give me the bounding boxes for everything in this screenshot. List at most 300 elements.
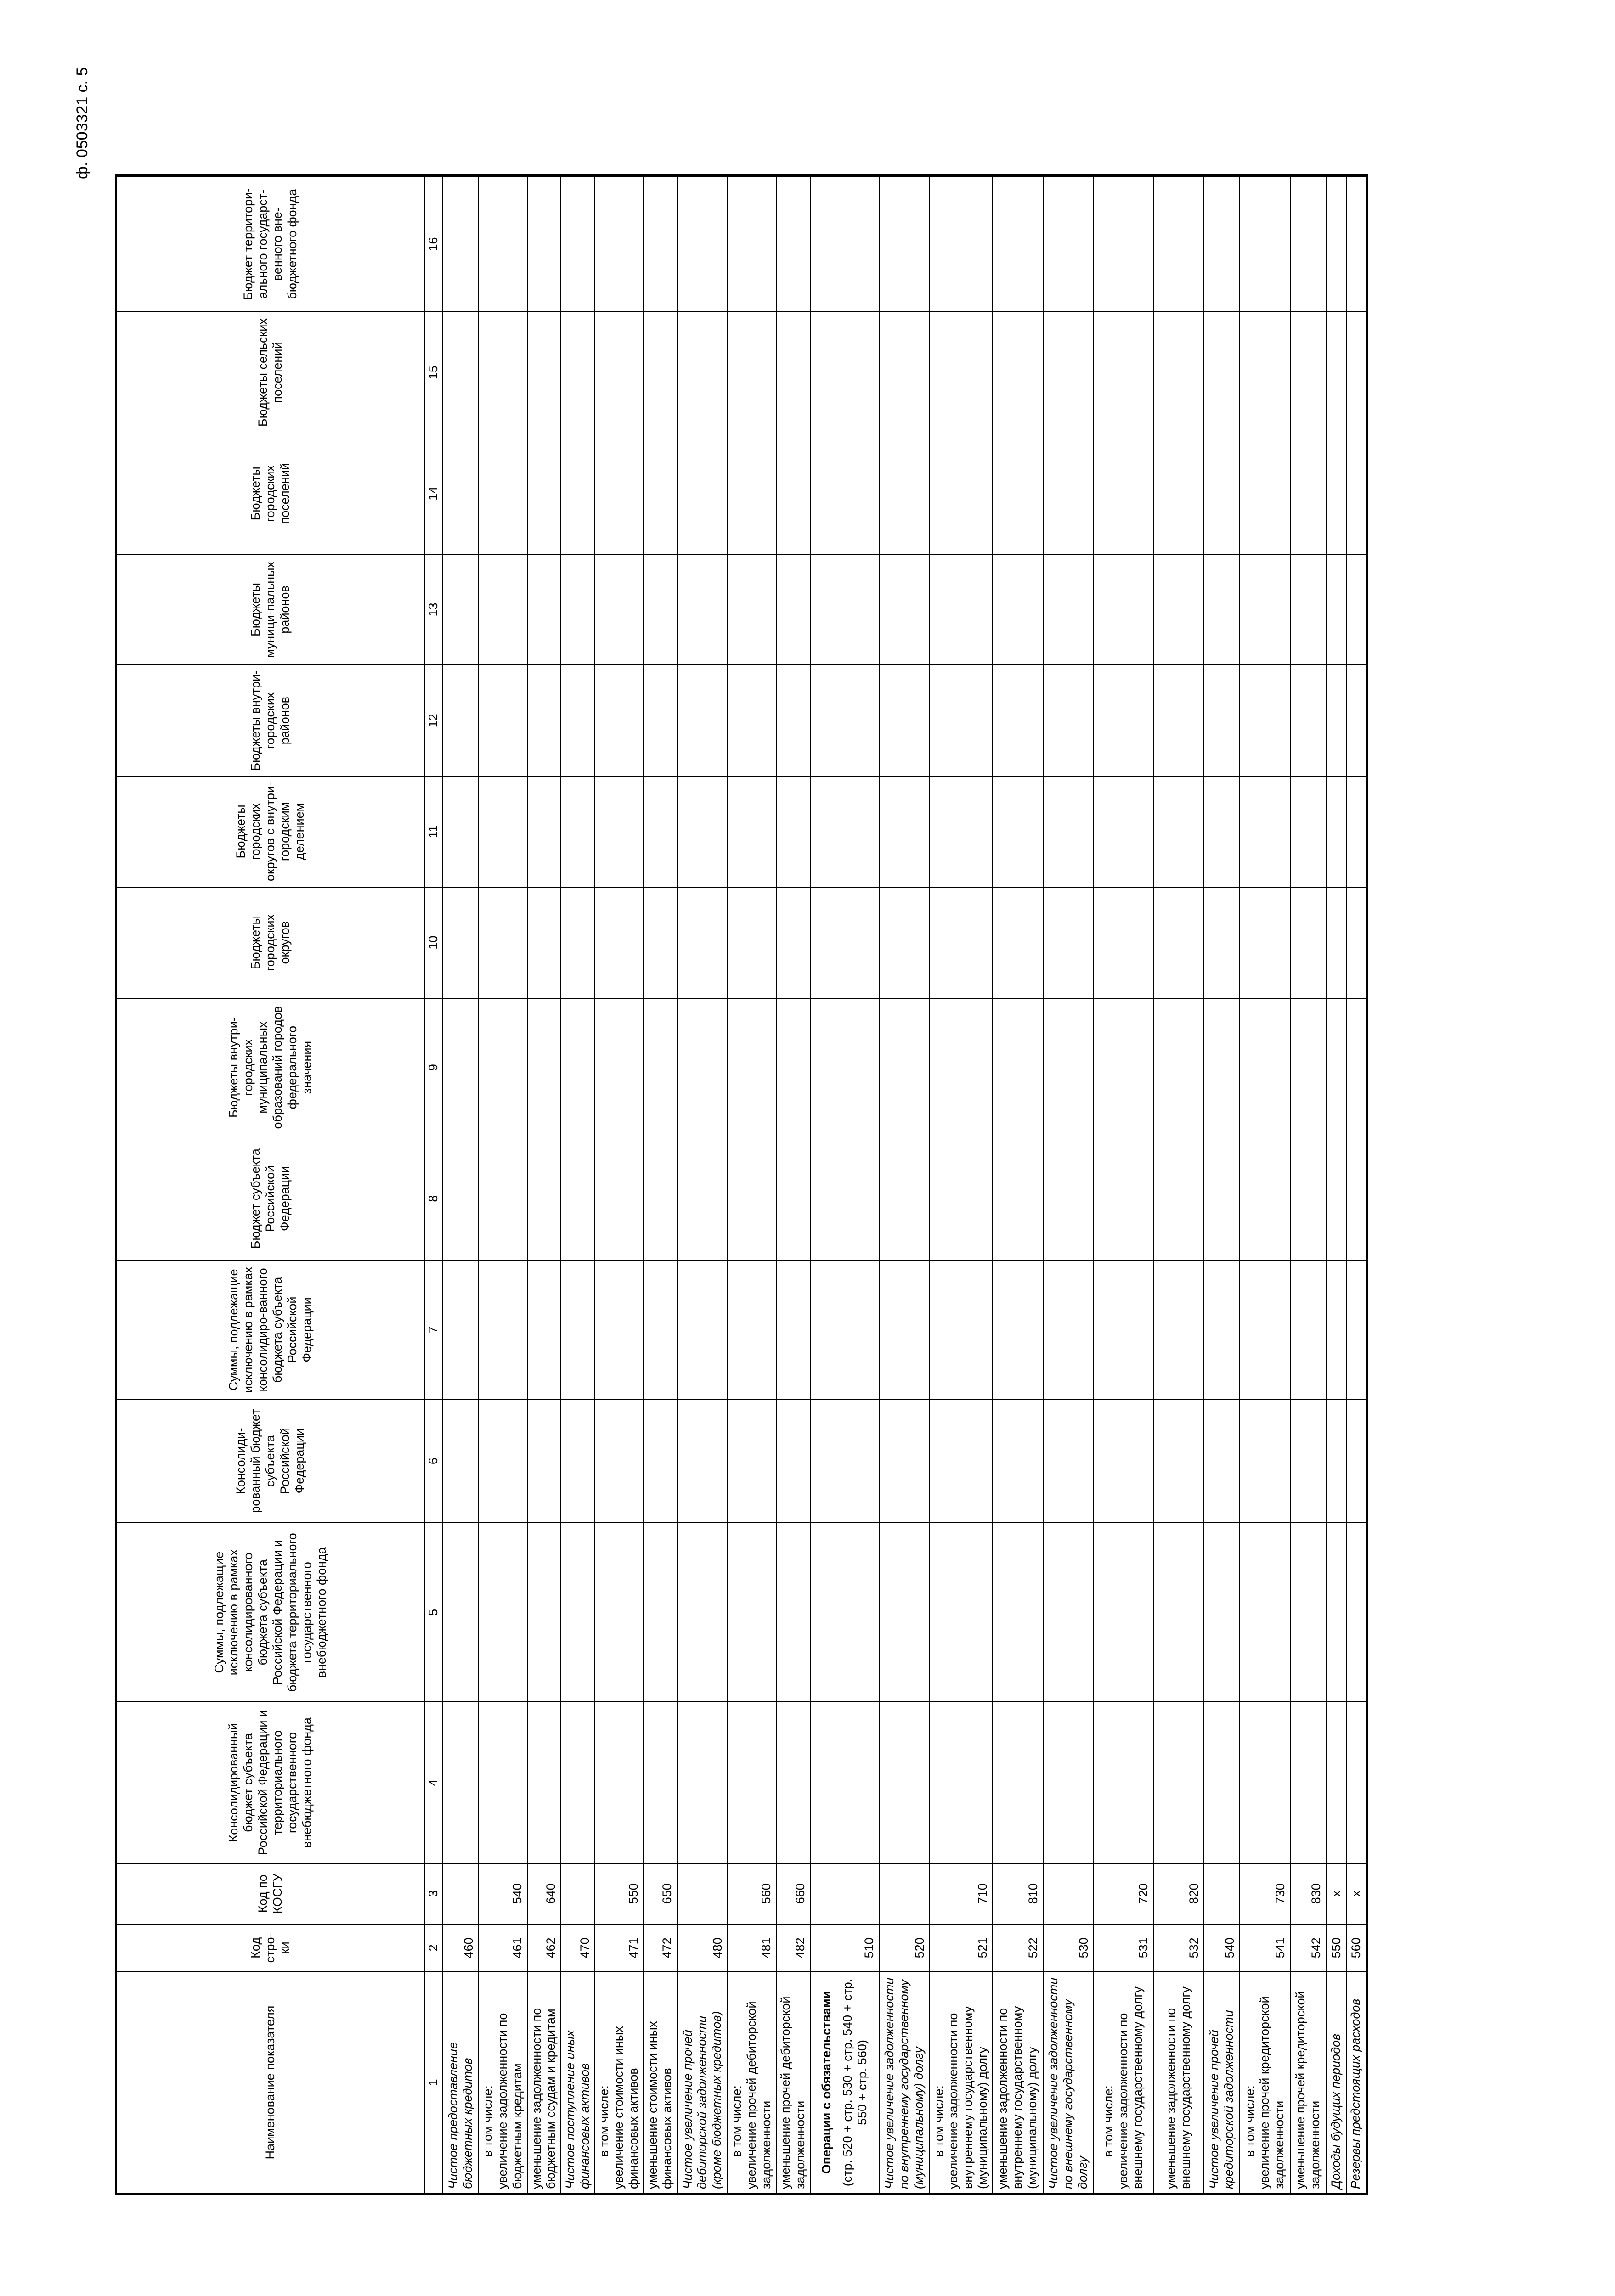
value-cell-col-6[interactable] bbox=[810, 1399, 879, 1523]
value-cell-col-16[interactable] bbox=[930, 176, 993, 312]
value-cell-col-11[interactable] bbox=[479, 776, 527, 887]
value-cell-col-15[interactable] bbox=[879, 312, 930, 433]
value-cell-col-5[interactable] bbox=[527, 1523, 561, 1702]
value-cell-col-15[interactable] bbox=[1326, 312, 1346, 433]
value-cell-col-6[interactable] bbox=[1326, 1399, 1346, 1523]
value-cell-col-6[interactable] bbox=[1153, 1399, 1204, 1523]
table-row bbox=[1326, 176, 1346, 2194]
value-cell-col-12[interactable] bbox=[1326, 665, 1346, 776]
value-cell-col-4[interactable] bbox=[527, 1702, 561, 1863]
value-cell-col-9[interactable] bbox=[776, 998, 810, 1137]
value-cell-col-10[interactable] bbox=[527, 887, 561, 998]
value-cell-col-14[interactable] bbox=[1326, 433, 1346, 554]
value-cell-col-13[interactable] bbox=[443, 554, 479, 665]
row-name-prefix: в том числе: bbox=[481, 2085, 495, 2157]
value-cell-col-6[interactable] bbox=[728, 1399, 776, 1523]
value-cell-col-9[interactable] bbox=[443, 998, 479, 1137]
value-cell-col-14[interactable] bbox=[644, 433, 678, 554]
value-cell-col-16[interactable] bbox=[728, 176, 776, 312]
value-cell-col-11[interactable] bbox=[728, 776, 776, 887]
value-cell-col-13[interactable] bbox=[1326, 554, 1346, 665]
value-cell-col-12[interactable] bbox=[644, 665, 678, 776]
value-cell-col-14[interactable] bbox=[443, 433, 479, 554]
value-cell-col-4[interactable] bbox=[776, 1702, 810, 1863]
value-cell-col-11[interactable] bbox=[527, 776, 561, 887]
value-cell-col-15[interactable] bbox=[527, 312, 561, 433]
value-cell-col-13[interactable] bbox=[479, 554, 527, 665]
value-cell-col-7[interactable] bbox=[479, 1261, 527, 1399]
value-cell-col-11[interactable] bbox=[1094, 776, 1153, 887]
header-col-16: Бюджет территори-ального государст-венного вне-бюджетного фонда bbox=[116, 176, 425, 312]
value-cell-col-14[interactable] bbox=[677, 433, 728, 554]
value-cell-col-16[interactable] bbox=[1153, 176, 1204, 312]
value-cell-col-12[interactable] bbox=[728, 665, 776, 776]
value-cell-col-13[interactable] bbox=[677, 554, 728, 665]
value-cell-col-16[interactable] bbox=[527, 176, 561, 312]
value-cell-col-16[interactable] bbox=[561, 176, 595, 312]
value-cell-col-15[interactable] bbox=[1240, 312, 1290, 433]
value-cell-col-12[interactable] bbox=[561, 665, 595, 776]
value-cell-col-5[interactable] bbox=[677, 1523, 728, 1702]
value-cell-col-10[interactable] bbox=[561, 887, 595, 998]
value-cell-col-7[interactable] bbox=[1290, 1261, 1326, 1399]
value-cell-col-16[interactable] bbox=[1094, 176, 1153, 312]
value-cell-col-6[interactable] bbox=[1290, 1399, 1326, 1523]
value-cell-col-6[interactable] bbox=[595, 1399, 644, 1523]
value-cell-col-8[interactable] bbox=[810, 1137, 879, 1261]
value-cell-col-11[interactable] bbox=[1240, 776, 1290, 887]
value-cell-col-7[interactable] bbox=[561, 1261, 595, 1399]
value-cell-col-15[interactable] bbox=[644, 312, 678, 433]
value-cell-col-14[interactable] bbox=[1240, 433, 1290, 554]
value-cell-col-16[interactable] bbox=[879, 176, 930, 312]
value-cell-col-12[interactable] bbox=[930, 665, 993, 776]
value-cell-col-9[interactable] bbox=[595, 998, 644, 1137]
value-cell-col-15[interactable] bbox=[930, 312, 993, 433]
value-cell-col-9[interactable] bbox=[1043, 998, 1094, 1137]
value-cell-col-5[interactable] bbox=[1204, 1523, 1240, 1702]
value-cell-col-16[interactable] bbox=[443, 176, 479, 312]
value-cell-col-7[interactable] bbox=[1094, 1261, 1153, 1399]
header-line-code: Код стро-ки bbox=[116, 1924, 425, 1972]
value-cell-col-6[interactable] bbox=[644, 1399, 678, 1523]
header-col-6: Консолиди-рованный бюджет субъекта Российской Федерации bbox=[116, 1399, 425, 1523]
value-cell-col-7[interactable] bbox=[930, 1261, 993, 1399]
value-cell-col-7[interactable] bbox=[644, 1261, 678, 1399]
value-cell-col-12[interactable] bbox=[479, 665, 527, 776]
value-cell-col-13[interactable] bbox=[644, 554, 678, 665]
value-cell-col-16[interactable] bbox=[1043, 176, 1094, 312]
value-cell-col-8[interactable] bbox=[1043, 1137, 1094, 1261]
value-cell-col-6[interactable] bbox=[1043, 1399, 1094, 1523]
value-cell-col-13[interactable] bbox=[1204, 554, 1240, 665]
value-cell-col-7[interactable] bbox=[776, 1261, 810, 1399]
value-cell-col-12[interactable] bbox=[527, 665, 561, 776]
value-cell-col-11[interactable] bbox=[879, 776, 930, 887]
value-cell-col-8[interactable] bbox=[527, 1137, 561, 1261]
value-cell-col-12[interactable] bbox=[1240, 665, 1290, 776]
value-cell-col-10[interactable] bbox=[443, 887, 479, 998]
value-cell-col-10[interactable] bbox=[810, 887, 879, 998]
value-cell-col-13[interactable] bbox=[1346, 554, 1367, 665]
value-cell-col-13[interactable] bbox=[879, 554, 930, 665]
value-cell-col-6[interactable] bbox=[677, 1399, 728, 1523]
value-cell-col-5[interactable] bbox=[776, 1523, 810, 1702]
value-cell-col-10[interactable] bbox=[1094, 887, 1153, 998]
col-number: 3 bbox=[424, 1863, 443, 1924]
value-cell-col-6[interactable] bbox=[930, 1399, 993, 1523]
value-cell-col-16[interactable] bbox=[677, 176, 728, 312]
value-cell-col-11[interactable] bbox=[1043, 776, 1094, 887]
value-cell-col-7[interactable] bbox=[810, 1261, 879, 1399]
value-cell-col-6[interactable] bbox=[776, 1399, 810, 1523]
value-cell-col-15[interactable] bbox=[443, 312, 479, 433]
value-cell-col-13[interactable] bbox=[1094, 554, 1153, 665]
value-cell-col-10[interactable] bbox=[879, 887, 930, 998]
value-cell-col-15[interactable] bbox=[677, 312, 728, 433]
row-code: 480 bbox=[677, 1924, 728, 1972]
value-cell-col-6[interactable] bbox=[479, 1399, 527, 1523]
value-cell-col-7[interactable] bbox=[443, 1261, 479, 1399]
value-cell-col-15[interactable] bbox=[1346, 312, 1367, 433]
value-cell-col-6[interactable] bbox=[561, 1399, 595, 1523]
value-cell-col-7[interactable] bbox=[1346, 1261, 1367, 1399]
value-cell-col-4[interactable] bbox=[595, 1702, 644, 1863]
value-cell-col-8[interactable] bbox=[993, 1137, 1043, 1261]
value-cell-col-4[interactable] bbox=[810, 1702, 879, 1863]
value-cell-col-9[interactable] bbox=[561, 998, 595, 1137]
value-cell-col-12[interactable] bbox=[1043, 665, 1094, 776]
value-cell-col-8[interactable] bbox=[1204, 1137, 1240, 1261]
value-cell-col-13[interactable] bbox=[1153, 554, 1204, 665]
row-code: 532 bbox=[1153, 1924, 1204, 1972]
value-cell-col-4[interactable] bbox=[561, 1702, 595, 1863]
value-cell-col-5[interactable] bbox=[443, 1523, 479, 1702]
value-cell-col-4[interactable] bbox=[443, 1702, 479, 1863]
value-cell-col-14[interactable] bbox=[595, 433, 644, 554]
value-cell-col-16[interactable] bbox=[776, 176, 810, 312]
value-cell-col-15[interactable] bbox=[993, 312, 1043, 433]
value-cell-col-12[interactable] bbox=[879, 665, 930, 776]
value-cell-col-4[interactable] bbox=[1346, 1702, 1367, 1863]
value-cell-col-8[interactable] bbox=[930, 1137, 993, 1261]
value-cell-col-13[interactable] bbox=[595, 554, 644, 665]
value-cell-col-16[interactable] bbox=[479, 176, 527, 312]
value-cell-col-6[interactable] bbox=[993, 1399, 1043, 1523]
row-code: 461 bbox=[479, 1924, 527, 1972]
value-cell-col-15[interactable] bbox=[810, 312, 879, 433]
value-cell-col-7[interactable] bbox=[1153, 1261, 1204, 1399]
value-cell-col-10[interactable] bbox=[930, 887, 993, 998]
value-cell-col-9[interactable] bbox=[810, 998, 879, 1137]
value-cell-col-12[interactable] bbox=[993, 665, 1043, 776]
value-cell-col-6[interactable] bbox=[443, 1399, 479, 1523]
value-cell-col-4[interactable] bbox=[1240, 1702, 1290, 1863]
value-cell-col-9[interactable] bbox=[930, 998, 993, 1137]
value-cell-col-11[interactable] bbox=[810, 776, 879, 887]
value-cell-col-6[interactable] bbox=[1346, 1399, 1367, 1523]
value-cell-col-4[interactable] bbox=[930, 1702, 993, 1863]
value-cell-col-5[interactable] bbox=[1240, 1523, 1290, 1702]
value-cell-col-8[interactable] bbox=[879, 1137, 930, 1261]
value-cell-col-4[interactable] bbox=[1204, 1702, 1240, 1863]
value-cell-col-10[interactable] bbox=[677, 887, 728, 998]
value-cell-col-8[interactable] bbox=[1326, 1137, 1346, 1261]
value-cell-col-14[interactable] bbox=[1346, 433, 1367, 554]
value-cell-col-10[interactable] bbox=[479, 887, 527, 998]
value-cell-col-8[interactable] bbox=[1153, 1137, 1204, 1261]
value-cell-col-15[interactable] bbox=[479, 312, 527, 433]
value-cell-col-9[interactable] bbox=[993, 998, 1043, 1137]
value-cell-col-8[interactable] bbox=[443, 1137, 479, 1261]
value-cell-col-4[interactable] bbox=[1043, 1702, 1094, 1863]
value-cell-col-8[interactable] bbox=[1346, 1137, 1367, 1261]
value-cell-col-15[interactable] bbox=[1204, 312, 1240, 433]
row-kosgu bbox=[1204, 1863, 1240, 1924]
value-cell-col-7[interactable] bbox=[677, 1261, 728, 1399]
value-cell-col-15[interactable] bbox=[728, 312, 776, 433]
value-cell-col-8[interactable] bbox=[1240, 1137, 1290, 1261]
value-cell-col-5[interactable] bbox=[930, 1523, 993, 1702]
value-cell-col-10[interactable] bbox=[776, 887, 810, 998]
value-cell-col-11[interactable] bbox=[677, 776, 728, 887]
value-cell-col-9[interactable] bbox=[527, 998, 561, 1137]
value-cell-col-9[interactable] bbox=[644, 998, 678, 1137]
value-cell-col-13[interactable] bbox=[561, 554, 595, 665]
value-cell-col-5[interactable] bbox=[1153, 1523, 1204, 1702]
value-cell-col-9[interactable] bbox=[677, 998, 728, 1137]
value-cell-col-14[interactable] bbox=[810, 433, 879, 554]
value-cell-col-16[interactable] bbox=[1204, 176, 1240, 312]
value-cell-col-7[interactable] bbox=[993, 1261, 1043, 1399]
value-cell-col-12[interactable] bbox=[595, 665, 644, 776]
value-cell-col-9[interactable] bbox=[1240, 998, 1290, 1137]
value-cell-col-12[interactable] bbox=[810, 665, 879, 776]
value-cell-col-15[interactable] bbox=[776, 312, 810, 433]
value-cell-col-9[interactable] bbox=[879, 998, 930, 1137]
value-cell-col-14[interactable] bbox=[561, 433, 595, 554]
value-cell-col-13[interactable] bbox=[1043, 554, 1094, 665]
value-cell-col-9[interactable] bbox=[1290, 998, 1326, 1137]
value-cell-col-4[interactable] bbox=[728, 1702, 776, 1863]
value-cell-col-4[interactable] bbox=[993, 1702, 1043, 1863]
value-cell-col-16[interactable] bbox=[1240, 176, 1290, 312]
value-cell-col-11[interactable] bbox=[1326, 776, 1346, 887]
value-cell-col-5[interactable] bbox=[1043, 1523, 1094, 1702]
row-name: уменьшение прочей кредиторской задолженности bbox=[1290, 1972, 1326, 2194]
value-cell-col-13[interactable] bbox=[728, 554, 776, 665]
value-cell-col-4[interactable] bbox=[1326, 1702, 1346, 1863]
value-cell-col-14[interactable] bbox=[930, 433, 993, 554]
value-cell-col-4[interactable] bbox=[644, 1702, 678, 1863]
value-cell-col-8[interactable] bbox=[595, 1137, 644, 1261]
value-cell-col-12[interactable] bbox=[776, 665, 810, 776]
value-cell-col-14[interactable] bbox=[1094, 433, 1153, 554]
value-cell-col-14[interactable] bbox=[728, 433, 776, 554]
value-cell-col-7[interactable] bbox=[1326, 1261, 1346, 1399]
value-cell-col-15[interactable] bbox=[1043, 312, 1094, 433]
value-cell-col-5[interactable] bbox=[644, 1523, 678, 1702]
value-cell-col-14[interactable] bbox=[993, 433, 1043, 554]
value-cell-col-11[interactable] bbox=[595, 776, 644, 887]
value-cell-col-15[interactable] bbox=[595, 312, 644, 433]
row-name-text: увеличение стоимости иных финансовых активов bbox=[611, 2026, 640, 2189]
row-name-prefix: в том числе: bbox=[932, 2085, 946, 2157]
value-cell-col-13[interactable] bbox=[810, 554, 879, 665]
value-cell-col-12[interactable] bbox=[1094, 665, 1153, 776]
value-cell-col-14[interactable] bbox=[1153, 433, 1204, 554]
value-cell-col-8[interactable] bbox=[728, 1137, 776, 1261]
value-cell-col-13[interactable] bbox=[776, 554, 810, 665]
row-name-text: увеличение задолженности по внутреннему государственному (муниципальному) долгу bbox=[946, 2006, 990, 2189]
value-cell-col-11[interactable] bbox=[1290, 776, 1326, 887]
row-kosgu: 730 bbox=[1240, 1863, 1290, 1924]
value-cell-col-5[interactable] bbox=[1346, 1523, 1367, 1702]
value-cell-col-15[interactable] bbox=[1094, 312, 1153, 433]
value-cell-col-4[interactable] bbox=[677, 1702, 728, 1863]
value-cell-col-12[interactable] bbox=[1204, 665, 1240, 776]
value-cell-col-4[interactable] bbox=[1094, 1702, 1153, 1863]
value-cell-col-8[interactable] bbox=[1290, 1137, 1326, 1261]
row-code: 531 bbox=[1094, 1924, 1153, 1972]
row-name-formula: (стр. 520 + стр. 530 + стр. 540 + стр. 550 + стр. 560) bbox=[840, 1978, 869, 2187]
value-cell-col-14[interactable] bbox=[527, 433, 561, 554]
value-cell-col-5[interactable] bbox=[1290, 1523, 1326, 1702]
value-cell-col-7[interactable] bbox=[1240, 1261, 1290, 1399]
value-cell-col-8[interactable] bbox=[677, 1137, 728, 1261]
value-cell-col-9[interactable] bbox=[1346, 998, 1367, 1137]
value-cell-col-15[interactable] bbox=[561, 312, 595, 433]
value-cell-col-11[interactable] bbox=[644, 776, 678, 887]
value-cell-col-5[interactable] bbox=[879, 1523, 930, 1702]
value-cell-col-4[interactable] bbox=[1153, 1702, 1204, 1863]
value-cell-col-7[interactable] bbox=[1204, 1261, 1240, 1399]
value-cell-col-6[interactable] bbox=[1240, 1399, 1290, 1523]
value-cell-col-5[interactable] bbox=[479, 1523, 527, 1702]
value-cell-col-16[interactable] bbox=[1326, 176, 1346, 312]
value-cell-col-5[interactable] bbox=[810, 1523, 879, 1702]
value-cell-col-5[interactable] bbox=[728, 1523, 776, 1702]
value-cell-col-5[interactable] bbox=[561, 1523, 595, 1702]
value-cell-col-8[interactable] bbox=[644, 1137, 678, 1261]
value-cell-col-11[interactable] bbox=[930, 776, 993, 887]
value-cell-col-12[interactable] bbox=[1346, 665, 1367, 776]
value-cell-col-9[interactable] bbox=[1204, 998, 1240, 1137]
value-cell-col-13[interactable] bbox=[527, 554, 561, 665]
rotated-form bbox=[0, 67, 1615, 2296]
value-cell-col-11[interactable] bbox=[1204, 776, 1240, 887]
value-cell-col-6[interactable] bbox=[527, 1399, 561, 1523]
value-cell-col-16[interactable] bbox=[993, 176, 1043, 312]
value-cell-col-10[interactable] bbox=[1326, 887, 1346, 998]
value-cell-col-11[interactable] bbox=[1153, 776, 1204, 887]
value-cell-col-16[interactable] bbox=[644, 176, 678, 312]
value-cell-col-12[interactable] bbox=[443, 665, 479, 776]
value-cell-col-16[interactable] bbox=[810, 176, 879, 312]
value-cell-col-10[interactable] bbox=[1346, 887, 1367, 998]
table-row bbox=[443, 176, 479, 2194]
value-cell-col-12[interactable] bbox=[1290, 665, 1326, 776]
col-number: 1 bbox=[424, 1972, 443, 2194]
value-cell-col-7[interactable] bbox=[595, 1261, 644, 1399]
value-cell-col-6[interactable] bbox=[1094, 1399, 1153, 1523]
value-cell-col-6[interactable] bbox=[1204, 1399, 1240, 1523]
value-cell-col-14[interactable] bbox=[479, 433, 527, 554]
value-cell-col-14[interactable] bbox=[1043, 433, 1094, 554]
value-cell-col-10[interactable] bbox=[993, 887, 1043, 998]
row-name: Чистое увеличение прочей кредиторской задолженности bbox=[1204, 1972, 1240, 2194]
value-cell-col-8[interactable] bbox=[776, 1137, 810, 1261]
value-cell-col-10[interactable] bbox=[1240, 887, 1290, 998]
value-cell-col-8[interactable] bbox=[1094, 1137, 1153, 1261]
value-cell-col-4[interactable] bbox=[479, 1702, 527, 1863]
value-cell-col-5[interactable] bbox=[595, 1523, 644, 1702]
value-cell-col-5[interactable] bbox=[1326, 1523, 1346, 1702]
value-cell-col-4[interactable] bbox=[1290, 1702, 1326, 1863]
value-cell-col-10[interactable] bbox=[1043, 887, 1094, 998]
value-cell-col-11[interactable] bbox=[993, 776, 1043, 887]
table-row bbox=[677, 176, 728, 2194]
value-cell-col-10[interactable] bbox=[1290, 887, 1326, 998]
value-cell-col-12[interactable] bbox=[677, 665, 728, 776]
value-cell-col-14[interactable] bbox=[776, 433, 810, 554]
value-cell-col-15[interactable] bbox=[1153, 312, 1204, 433]
value-cell-col-5[interactable] bbox=[993, 1523, 1043, 1702]
value-cell-col-12[interactable] bbox=[1153, 665, 1204, 776]
row-name-prefix: в том числе: bbox=[1243, 2085, 1257, 2157]
table-row bbox=[595, 176, 644, 2194]
value-cell-col-10[interactable] bbox=[595, 887, 644, 998]
value-cell-col-9[interactable] bbox=[728, 998, 776, 1137]
value-cell-col-9[interactable] bbox=[1153, 998, 1204, 1137]
value-cell-col-8[interactable] bbox=[561, 1137, 595, 1261]
value-cell-col-14[interactable] bbox=[879, 433, 930, 554]
value-cell-col-10[interactable] bbox=[1204, 887, 1240, 998]
value-cell-col-13[interactable] bbox=[993, 554, 1043, 665]
value-cell-col-7[interactable] bbox=[879, 1261, 930, 1399]
value-cell-col-14[interactable] bbox=[1290, 433, 1326, 554]
value-cell-col-9[interactable] bbox=[1094, 998, 1153, 1137]
value-cell-col-7[interactable] bbox=[728, 1261, 776, 1399]
value-cell-col-13[interactable] bbox=[930, 554, 993, 665]
value-cell-col-4[interactable] bbox=[879, 1702, 930, 1863]
value-cell-col-16[interactable] bbox=[595, 176, 644, 312]
value-cell-col-16[interactable] bbox=[1346, 176, 1367, 312]
value-cell-col-10[interactable] bbox=[728, 887, 776, 998]
value-cell-col-16[interactable] bbox=[1290, 176, 1326, 312]
row-name: уменьшение задолженности по внутреннему государственному (муниципальному) долгу bbox=[993, 1972, 1043, 2194]
value-cell-col-7[interactable] bbox=[1043, 1261, 1094, 1399]
value-cell-col-11[interactable] bbox=[776, 776, 810, 887]
value-cell-col-13[interactable] bbox=[1240, 554, 1290, 665]
value-cell-col-15[interactable] bbox=[1290, 312, 1326, 433]
value-cell-col-5[interactable] bbox=[1094, 1523, 1153, 1702]
value-cell-col-11[interactable] bbox=[1346, 776, 1367, 887]
value-cell-col-10[interactable] bbox=[644, 887, 678, 998]
value-cell-col-10[interactable] bbox=[1153, 887, 1204, 998]
col-number: 10 bbox=[424, 887, 443, 998]
value-cell-col-13[interactable] bbox=[1290, 554, 1326, 665]
value-cell-col-11[interactable] bbox=[443, 776, 479, 887]
value-cell-col-6[interactable] bbox=[879, 1399, 930, 1523]
value-cell-col-9[interactable] bbox=[479, 998, 527, 1137]
value-cell-col-7[interactable] bbox=[527, 1261, 561, 1399]
value-cell-col-11[interactable] bbox=[561, 776, 595, 887]
value-cell-col-14[interactable] bbox=[1204, 433, 1240, 554]
value-cell-col-8[interactable] bbox=[479, 1137, 527, 1261]
value-cell-col-9[interactable] bbox=[1326, 998, 1346, 1137]
column-number-row bbox=[424, 176, 443, 2194]
